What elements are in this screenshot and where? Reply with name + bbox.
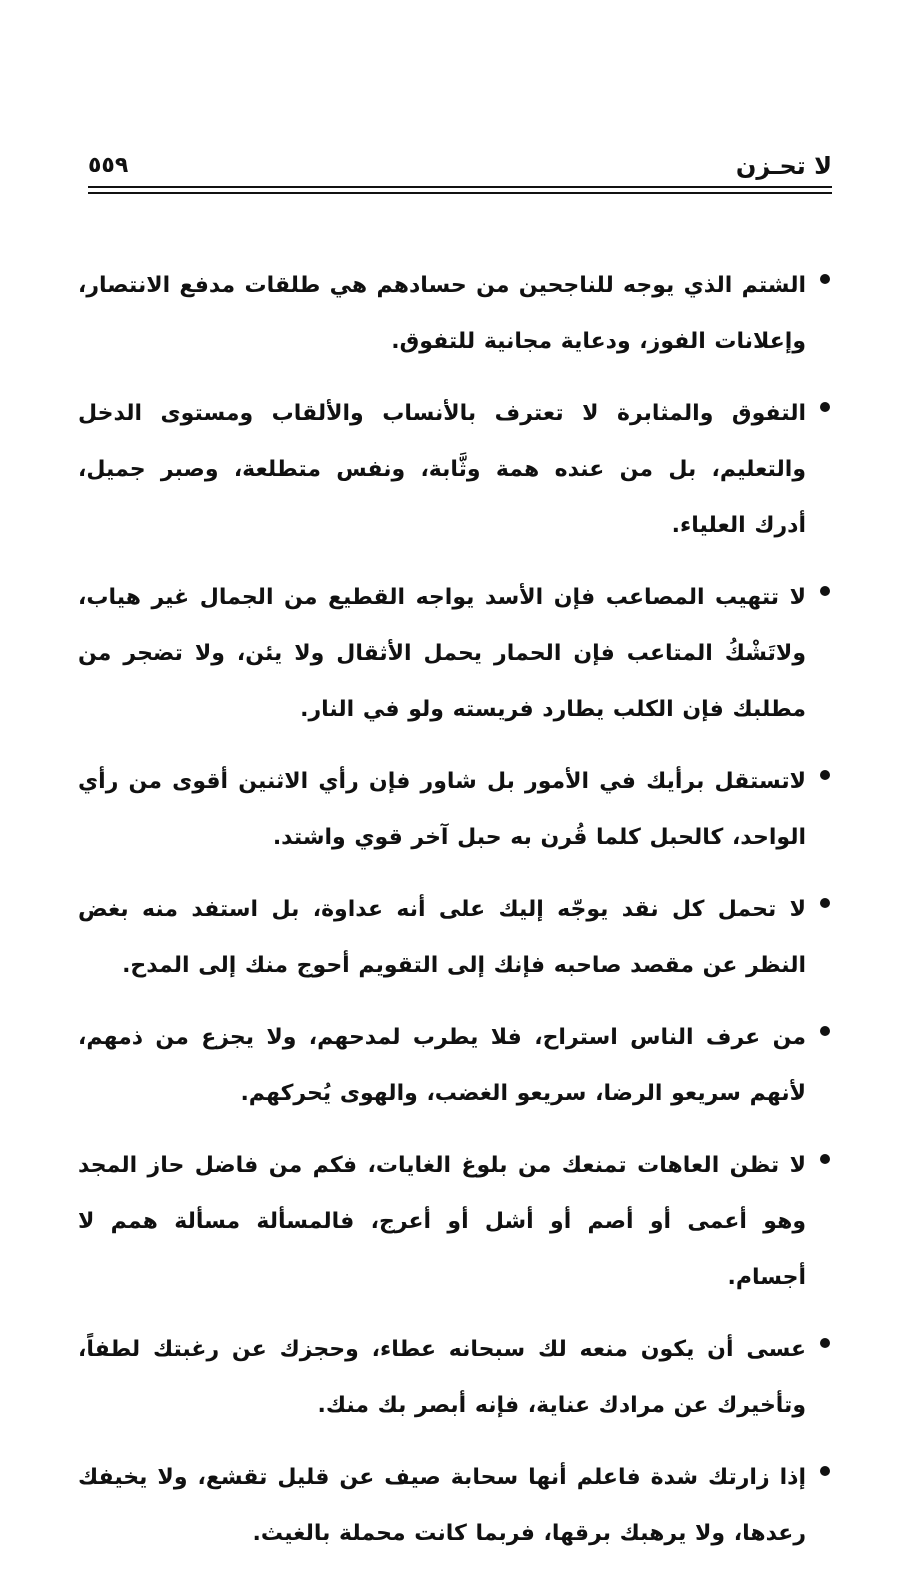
bullet-dot [820,586,830,596]
bullet-text: لا تتهيب المصاعب فإن الأسد يواجه القطيع من الجمال غير هياب، ولاتَشْكُ المتاعب فإن الحمار يحمل الأثقال ولا يئن، ولا تضجر من مطلبك فإن الكلب يطارد فريسته ولو في النار. [78,585,806,722]
bullet-text: التفوق والمثابرة لا تعترف بالأنساب والألقاب ومستوى الدخل والتعليم، بل من عنده همة وثَّابة، ونفس متطلعة، وصبر جميل، أدرك العلياء. [78,401,806,538]
page-number: ٥٥٩ [88,153,129,178]
running-title: لا تحـزن [735,152,832,180]
bullet-text: لا تظن العاهات تمنعك من بلوغ الغايات، فكم من فاضل حاز المجد وهو أعمى أو أصم أو أشل أو أعرج، فالمسألة مسألة همم لا أجسام. [78,1153,806,1290]
bullet-dot [820,1466,830,1476]
bullet-text: عسى أن يكون منعه لك سبحانه عطاء، وحجزك عن رغبتك لطفاً، وتأخيرك عن مرادك عناية، فإنه أبصر بك منك. [78,1337,806,1418]
bullet-text: الشتم الذي يوجه للناجحين من حسادهم هي طلقات مدفع الانتصار، وإعلانات الفوز، ودعاية مجانية للتفوق. [78,273,806,354]
bullet-dot [820,1338,830,1348]
page-header [88,150,832,182]
bullet-dot [820,898,830,908]
bullet-dot [820,1154,830,1164]
bullet-text: إذا زارتك شدة فاعلم أنها سحابة صيف عن قليل تقشع، ولا يخيفك رعدها، ولا يرهبك برقها، فربما كانت محملة بالغيث. [78,1465,806,1546]
bullet-item [78,1010,830,1122]
bullet-item [78,754,830,866]
bullet-item [78,882,830,994]
bullet-item [78,1138,830,1306]
bullet-item [78,570,830,738]
bullet-item [78,1322,830,1434]
bullet-dot [820,770,830,780]
bullet-text: لاتستقل برأيك في الأمور بل شاور فإن رأي الاثنين أقوى من رأي الواحد، كالحبل كلما قُرن به حبل آخر قوي واشتد. [78,769,806,850]
page-body [78,258,830,1578]
bullet-item [78,258,830,370]
header-rule-bottom [88,192,832,194]
bullet-dot [820,402,830,412]
header-rule-top [88,186,832,188]
bullet-item [78,386,830,554]
bullet-dot [820,1026,830,1036]
bullet-dot [820,274,830,284]
bullet-item [78,1450,830,1562]
bullet-text: من عرف الناس استراح، فلا يطرب لمدحهم، ولا يجزع من ذمهم، لأنهم سريعو الرضا، سريعو الغضب، والهوى يُحركهم. [78,1025,806,1106]
bullet-text: لا تحمل كل نقد يوجّه إليك على أنه عداوة، بل استفد منه بغض النظر عن مقصد صاحبه فإنك إلى التقويم أحوج منك إلى المدح. [78,897,806,978]
